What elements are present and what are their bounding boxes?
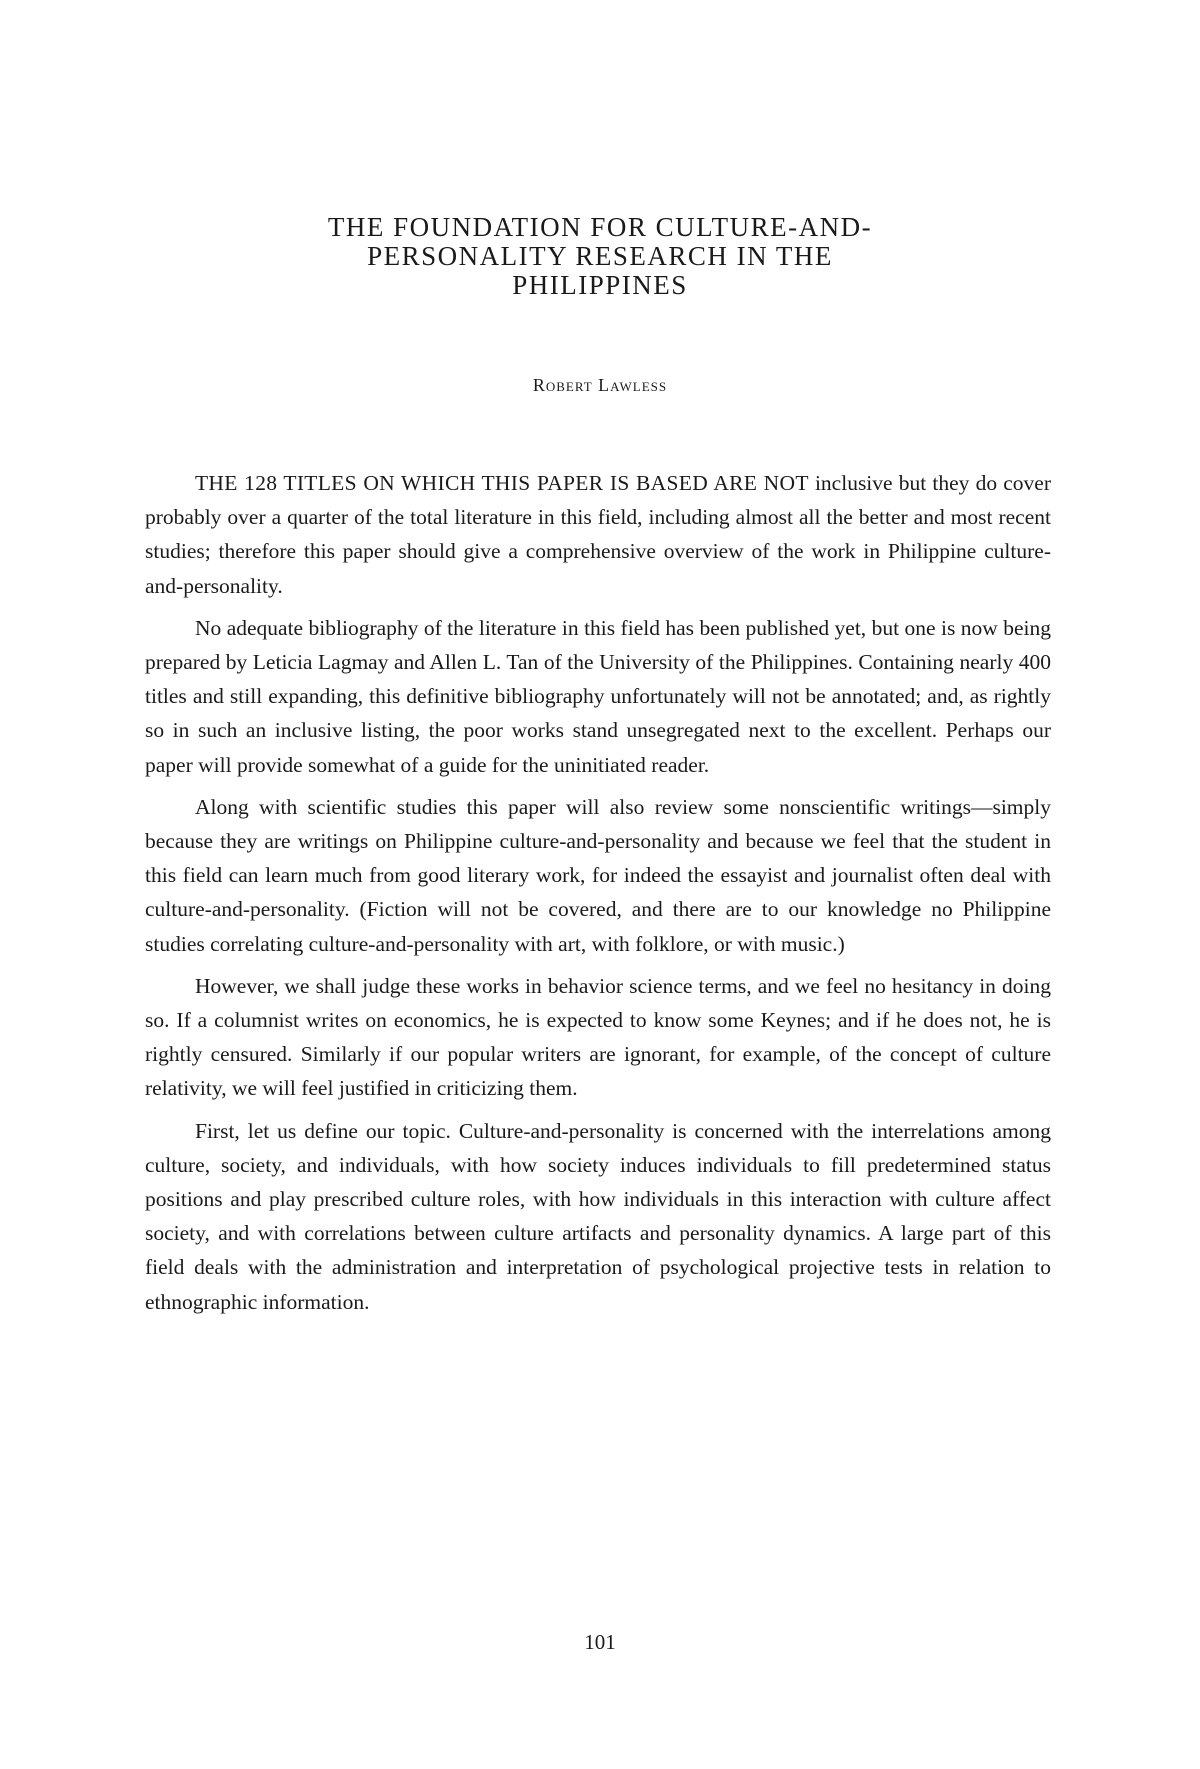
paragraph-5: First, let us define our topic. Culture-and-personality is concerned with the interrelations among culture, society, and individuals, with how society induces individuals to fill predetermined status positions and play prescribed culture roles, with how individuals in this interaction with culture affect society, and with correlations between culture artifacts and personality dynamics. A large part of this field deals with the administration and interpretation of psychological projective tests in relation to ethnographic information. — [145, 1118, 1051, 1314]
author-name: Robert Lawless — [532, 375, 668, 395]
title-line: PHILIPPINES — [512, 270, 688, 300]
page-number: 101 — [584, 1630, 616, 1654]
paragraph-2: No adequate bibliography of the literature in this field has been published yet, but one is now being prepared by Leticia Lagmay and Allen L. Tan of the University of the Philippines. Containing nearly 400 titles and still expanding, this definitive bibliography unfortunately will not be annotated; and, as rightly so in such an inclusive listing, the poor works stand unsegregated next to the excellent. Perhaps our paper will provide somewhat of a guide for the uninitiated reader. — [145, 615, 1051, 777]
paragraph-1-text: inclusive but they do cover probably over a quarter of the total literature in this field, including almost all the better and most recent studies; therefore this paper should give a comprehensive overview of the work in Philippine culture-and-personality. — [145, 471, 1052, 598]
title-line: THE FOUNDATION FOR CULTURE-AND- — [327, 212, 873, 242]
article-title — [200, 213, 1000, 300]
paragraph-3: Along with scientific studies this paper will also review some nonscientific writings—simply because they are writings on Philippine culture-and-personality and because we feel that the student in this field can learn much from good literary work, for indeed the essayist and journalist often deal with culture-and-personality. (Fiction will not be covered, and there are to our knowledge no Philippine studies correlating culture-and-personality with art, with folklore, or with music.) — [145, 794, 1051, 956]
paragraph-4: However, we shall judge these works in behavior science terms, and we feel no hesitancy in doing so. If a columnist writes on economics, he is expected to know some Keynes; and if he does not, he is rightly censured. Similarly if our popular writers are ignorant, for example, of the concept of culture relativity, we will feel justified in criticizing them. — [145, 973, 1051, 1101]
title-line: PERSONALITY RESEARCH IN THE — [367, 241, 833, 271]
paragraph-1 — [145, 466, 1051, 603]
lead-caps: THE 128 TITLES ON WHICH THIS PAPER IS BASED ARE NOT — [195, 471, 809, 495]
article-body — [145, 466, 1051, 1327]
